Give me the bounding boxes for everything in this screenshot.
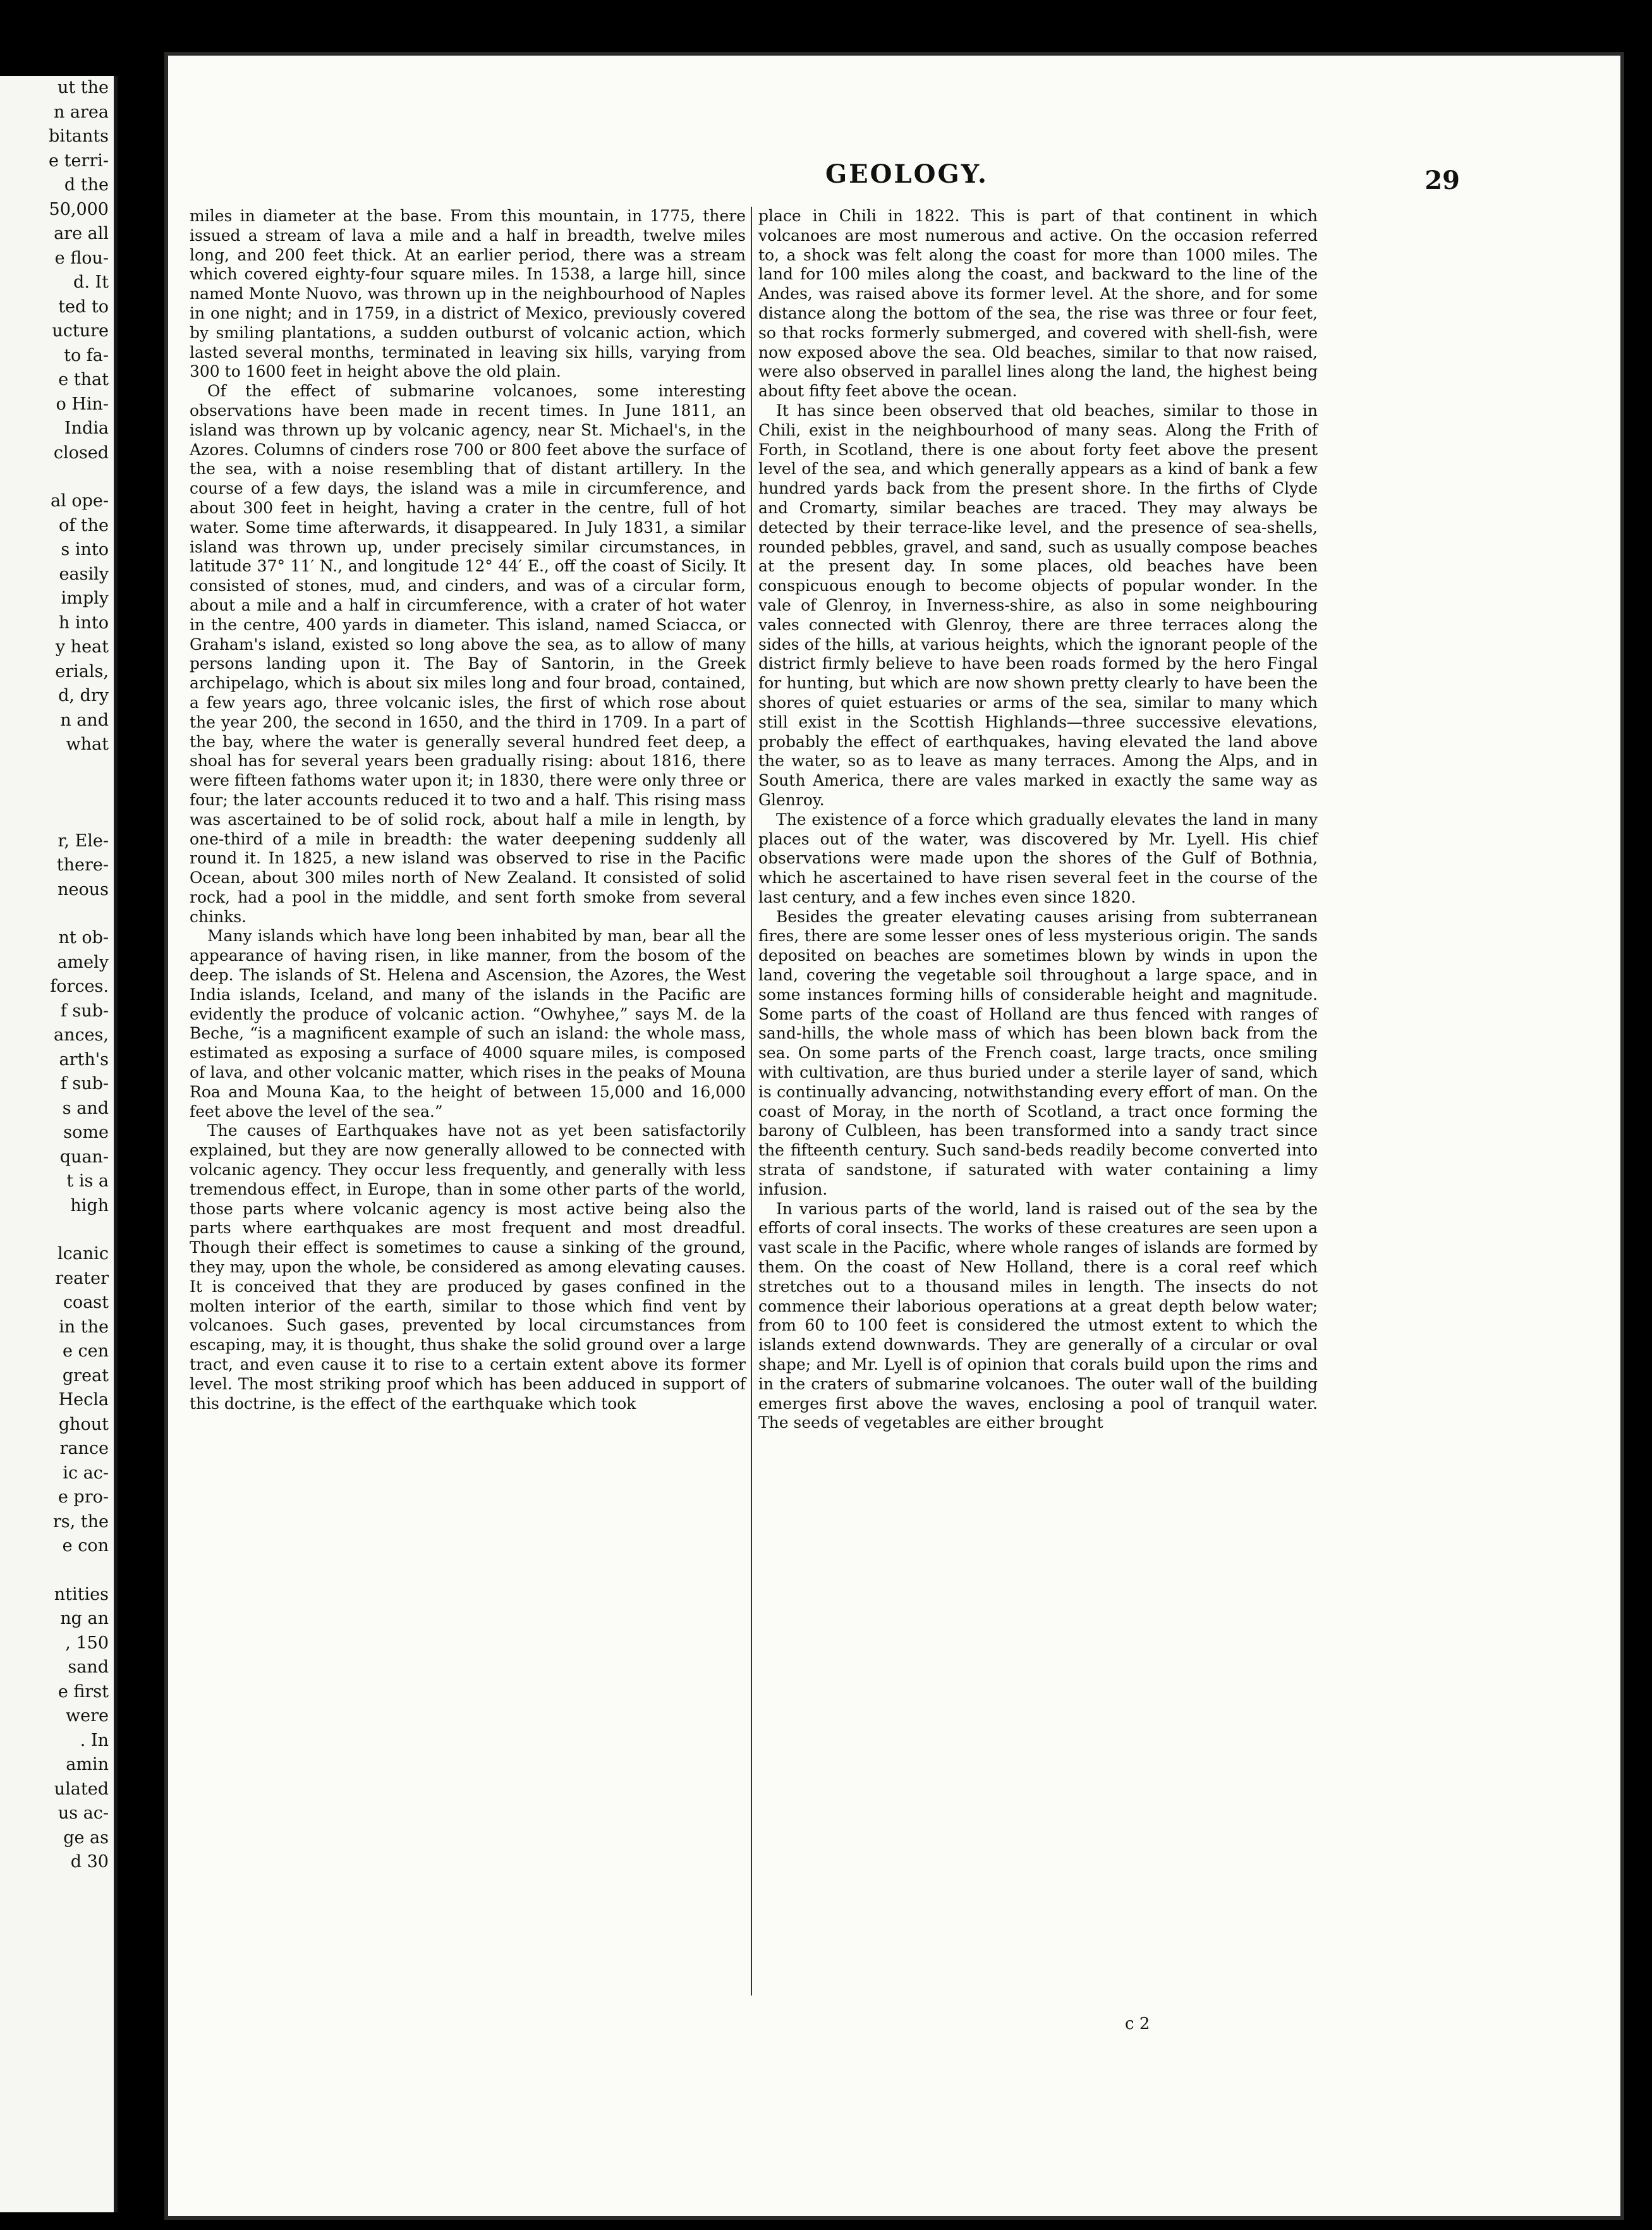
- adjacent-text-fragment: quan-: [59, 1147, 109, 1167]
- adjacent-text-fragment: n area: [53, 102, 109, 122]
- adjacent-text-fragment: d. It: [73, 272, 109, 292]
- adjacent-text-fragment: ted to: [58, 296, 109, 317]
- adjacent-text-fragment: e pro-: [58, 1487, 109, 1507]
- signature-mark: c 2: [1125, 2014, 1150, 2033]
- fragment-gap: [0, 757, 114, 781]
- page-number: 29: [1424, 166, 1460, 195]
- adjacent-text-fragment: rs, the: [52, 1511, 109, 1532]
- adjacent-text-fragment: f sub-: [60, 1001, 109, 1021]
- adjacent-text-fragment: are all: [54, 224, 109, 243]
- adjacent-text-fragment: . In: [80, 1730, 109, 1750]
- fragment-gap: [0, 902, 114, 926]
- adjacent-text-fragment: d, dry: [58, 686, 109, 705]
- adjacent-text-fragment: forces.: [50, 977, 109, 996]
- adjacent-text-fragment: h into: [58, 612, 109, 633]
- adjacent-text-fragment: imply: [61, 588, 109, 608]
- adjacent-text-fragment: there-: [56, 855, 109, 875]
- page-title: GEOLOGY.: [825, 159, 988, 189]
- adjacent-text-fragment: ic ac-: [63, 1463, 109, 1483]
- adjacent-text-fragment: some: [63, 1123, 109, 1142]
- adjacent-text-fragment: s and: [62, 1098, 109, 1118]
- adjacent-text-fragment: in the: [59, 1317, 109, 1337]
- adjacent-text-fragment: were: [66, 1706, 109, 1726]
- adjacent-text-fragment: us ac-: [58, 1803, 109, 1823]
- paragraph: place in Chili in 1822. This is part of that continent in which volcanoes are most numerous and active. On the occasion referred to, a shock was felt along the coast for more than 1000 miles. The land for 100 miles along the coast, and backward to the line of the Andes, was raised above its former level. At the shore, and for some distance along the bottom of the sea, the rise was three or four feet, so that rocks formerly submerged, and covered with shell-fish, were now exposed above the sea. Old beaches, similar to that now raised, were also observed in parallel lines along the land, the highest being about fifty feet above the ocean.: [758, 207, 1318, 401]
- book-page: [164, 52, 1624, 2220]
- fragment-gap: [0, 1218, 114, 1242]
- adjacent-text-fragment: d 30: [70, 1852, 109, 1872]
- adjacent-text-fragment: ucture: [52, 321, 109, 341]
- fragment-gap: [0, 1559, 114, 1583]
- adjacent-text-fragment: ng an: [60, 1609, 109, 1628]
- adjacent-text-fragment: easily: [59, 564, 109, 584]
- adjacent-text-fragment: o Hin-: [56, 394, 109, 414]
- paragraph: Of the effect of submarine volcanoes, some interesting observations have been made in recent times. In June 1811, an island was thrown up by volcanic agency, near St. Michael's, in the Azores. Columns of cinders rose 700 or 800 feet above the surface of the sea, with a noise resembling that of distant artillery. In the course of a few days, the island was a mile in circumference, and about 300 feet in height, having a crater in the centre, full of hot water. Some time afterwards, it disappeared. In July 1831, a similar island was thrown up, under precisely similar circumstances, in latitude 37° 11′ N., and longitude 12° 44′ E., off the coast of Sicily. It consisted of stones, mud, and cinders, and was of a circular form, about a mile and a half in circumference, with a crater of hot water in the centre, 400 yards in diameter. This island, named Sciacca, or Graham's island, existed so long above the sea, as to allow of many persons landing upon it. The Bay of Santorin, in the Greek archipelago, which is about six miles long and four broad, contained, a few years ago, three volcanic isles, the first of which rose about the year 200, the second in 1650, and the third in 1709. In a part of the bay, where the water is generally several hundred feet deep, a shoal has for several years been gradually rising: about 1816, there were fifteen fathoms water upon it; in 1830, there were only three or four; the later accounts reduced it to two and a half. This rising mass was ascertained to be of solid rock, about half a mile in length, by one-third of a mile in breadth: the water deepening suddenly all round it. In 1825, a new island was observed to rise in the Pacific Ocean, about 300 miles north of New Zealand. It consisted of solid rock, had a pool in the middle, and sent forth smoke from several chinks.: [190, 382, 746, 926]
- adjacent-text-fragment: e terri-: [49, 150, 109, 171]
- adjacent-text-fragment: ut the: [57, 78, 109, 97]
- adjacent-text-fragment: ghout: [58, 1414, 109, 1434]
- adjacent-text-fragment: amin: [66, 1755, 109, 1774]
- adjacent-text-fragment: ances,: [53, 1025, 109, 1045]
- adjacent-text-fragment: high: [70, 1195, 109, 1216]
- left-column: [190, 207, 746, 1413]
- adjacent-text-fragment: to fa-: [64, 345, 109, 365]
- column-divider: [751, 207, 752, 1995]
- paragraph: It has since been observed that old beaches, similar to those in Chili, exist in the neighbourhood of many seas. Along the Frith of Forth, in Scotland, there is one about forty feet above the present level of the sea, and which generally appears as a kind of bank a few hundred yards back from the present shore. In the firths of Clyde and Cromarty, similar beaches are traced. They may always be detected by their terrace-like level, and the presence of sea-shells, rounded pebbles, gravel, and sand, such as usually compose beaches at the present day. In some places, old beaches have been conspicuous enough to become objects of popular wonder. In the vale of Glenroy, in Inverness-shire, as also in some neighbouring vales connected with Glenroy, there are three terraces along the sides of the hills, at various heights, which the ignorant people of the district firmly believe to have been roads formed by the hero Fingal for hunting, but which are now shown pretty clearly to have been the shores of quiet estuaries or arms of the sea, similar to many which still exist in the Scottish Highlands—three successive elevations, probably the effect of earthquakes, having elevated the land above the water, so as to leave as many terraces. Among the Alps, and in South America, there are vales marked in exactly the same way as Glenroy.: [758, 401, 1318, 809]
- adjacent-text-fragment: ulated: [54, 1779, 109, 1799]
- adjacent-text-fragment: ge as: [63, 1827, 109, 1848]
- running-head: [164, 159, 1624, 204]
- adjacent-text-fragment: bitants: [49, 126, 109, 146]
- adjacent-text-fragment: nt ob-: [58, 928, 109, 947]
- adjacent-text-fragment: coast: [63, 1293, 109, 1312]
- adjacent-text-fragment: of the: [58, 515, 109, 535]
- adjacent-text-fragment: t is a: [66, 1171, 109, 1191]
- adjacent-text-fragment: d the: [64, 175, 109, 195]
- adjacent-text-fragment: lcanic: [58, 1244, 109, 1264]
- fragment-gap: [0, 465, 114, 489]
- adjacent-text-fragment: neous: [58, 879, 109, 899]
- right-column: [758, 207, 1318, 1433]
- adjacent-text-fragment: , 150: [65, 1633, 109, 1653]
- adjacent-text-fragment: India: [64, 418, 109, 438]
- adjacent-text-fragment: Hecla: [58, 1390, 109, 1410]
- adjacent-text-fragment: closed: [53, 442, 109, 463]
- adjacent-text-fragment: e con: [62, 1536, 109, 1556]
- adjacent-text-fragment: r, Ele-: [58, 831, 109, 851]
- fragment-gap: [0, 781, 114, 805]
- adjacent-text-fragment: arth's: [59, 1049, 109, 1069]
- paragraph: The existence of a force which gradually elevates the land in many places out of the water, was discovered by Mr. Lyell. His chief observations were made upon the shores of the Gulf of Bothnia, which he ascertained to have risen several feet in the course of the last century, and a few inches even since 1820.: [758, 810, 1318, 906]
- adjacent-text-fragment: amely: [57, 952, 109, 972]
- adjacent-text-fragment: rance: [59, 1439, 109, 1458]
- adjacent-text-fragment: erials,: [55, 661, 109, 681]
- adjacent-text-fragment: e cen: [62, 1341, 109, 1361]
- adjacent-text-fragment: what: [66, 734, 109, 754]
- adjacent-text-fragment: n and: [60, 710, 109, 730]
- adjacent-text-fragment: s into: [61, 540, 109, 559]
- adjacent-text-fragment: great: [62, 1365, 109, 1386]
- adjacent-text-fragment: ntities: [54, 1584, 109, 1604]
- paragraph: Besides the greater elevating causes arising from subterranean fires, there are some lesser ones of less mysterious origin. The sands deposited on beaches are sometimes blown by winds in upon the land, covering the vegetable soil throughout a large space, and in some instances forming hills of considerable height and magnitude. Some parts of the coast of Holland are thus fenced with ranges of sand-hills, the whole mass of which has been blown back from the sea. On some parts of the French coast, large tracts, once smiling with cultivation, are thus buried under a sterile layer of sand, which is continually advancing, notwithstanding every effort of man. On the coast of Moray, in the north of Scotland, a tract once forming the barony of Culbleen, has been transformed into a sandy tract since the fifteenth century. Such sand-beds readily become converted into strata of sandstone, if saturated with water containing a limy infusion.: [758, 907, 1318, 1198]
- adjacent-page-edge: [0, 76, 118, 2212]
- adjacent-text-fragment: e that: [58, 370, 109, 389]
- paragraph: In various parts of the world, land is raised out of the sea by the efforts of coral insects. The works of these creatures are seen upon a vast scale in the Pacific, where whole ranges of islands are formed by them. On the coast of New Holland, there is a coral reef which stretches out to a thousand miles in length. The insects do not commence their laborious operations at a great depth below water; from 60 to 100 feet is considered the utmost extent to which the islands extend downwards. They are generally of a circular or oval shape; and Mr. Lyell is of opinion that corals build upon the rims and in the craters of submarine volcanoes. The outer wall of the building emerges first above the waves, enclosing a pool of tranquil water. The seeds of vegetables are either brought: [758, 1199, 1318, 1432]
- adjacent-text-fragment: reater: [55, 1268, 109, 1288]
- adjacent-text-fragment: y heat: [55, 637, 109, 657]
- fragment-gap: [0, 805, 114, 829]
- paragraph: miles in diameter at the base. From this mountain, in 1775, there issued a stream of lava a mile and a half in breadth, twelve miles long, and 200 feet thick. At an earlier period, there was a stream which covered eighty-four square miles. In 1538, a large hill, since named Monte Nuovo, was thrown up in the neighbourhood of Naples in one night; and in 1759, in a district of Mexico, previously covered by smiling plantations, a sudden outburst of volcanic action, which lasted several months, terminated in leaving six hills, varying from 300 to 1600 feet in height above the old plain.: [190, 207, 746, 381]
- adjacent-text-fragment: e first: [58, 1681, 109, 1702]
- adjacent-text-fragment: al ope-: [51, 491, 109, 511]
- paragraph: The causes of Earthquakes have not as yet been satisfactorily explained, but they are now generally allowed to be connected with volcanic agency. They occur less frequently, and generally with less tremendous effect, in Europe, than in some other parts of the world, those parts where volcanic agency is most active being also the parts where earthquakes are most frequent and most dreadful. Though their effect is sometimes to cause a sinking of the ground, they may, upon the whole, be considered as among elevating causes. It is conceived that they are produced by gases confined in the molten interior of the earth, similar to those which find vent by volcanoes. Such gases, prevented by local circumstances from escaping, may, it is thought, thus shake the solid ground over a large tract, and even cause it to rise to a certain extent above its former level. The most striking proof which has been adduced in support of this doctrine, is the effect of the earthquake which took: [190, 1121, 746, 1413]
- adjacent-text-fragment: f sub-: [60, 1074, 109, 1094]
- adjacent-text-fragment: e flou-: [54, 248, 109, 268]
- paragraph: Many islands which have long been inhabited by man, bear all the appearance of having risen, in like manner, from the bosom of the deep. The islands of St. Helena and Ascension, the Azores, the West India islands, Iceland, and many of the islands in the Pacific are evidently the produce of volcanic action. “Owhyhee,” says M. de la Beche, “is a magnificent example of such an island: the whole mass, estimated as exposing a surface of 4000 square miles, is composed of lava, and other volcanic matter, which rises in the peaks of Mouna Roa and Mouna Kaa, to the height of between 15,000 and 16,000 feet above the level of the sea.”: [190, 927, 746, 1121]
- adjacent-text-fragment: sand: [68, 1657, 109, 1677]
- adjacent-text-fragment: 50,000: [49, 199, 109, 219]
